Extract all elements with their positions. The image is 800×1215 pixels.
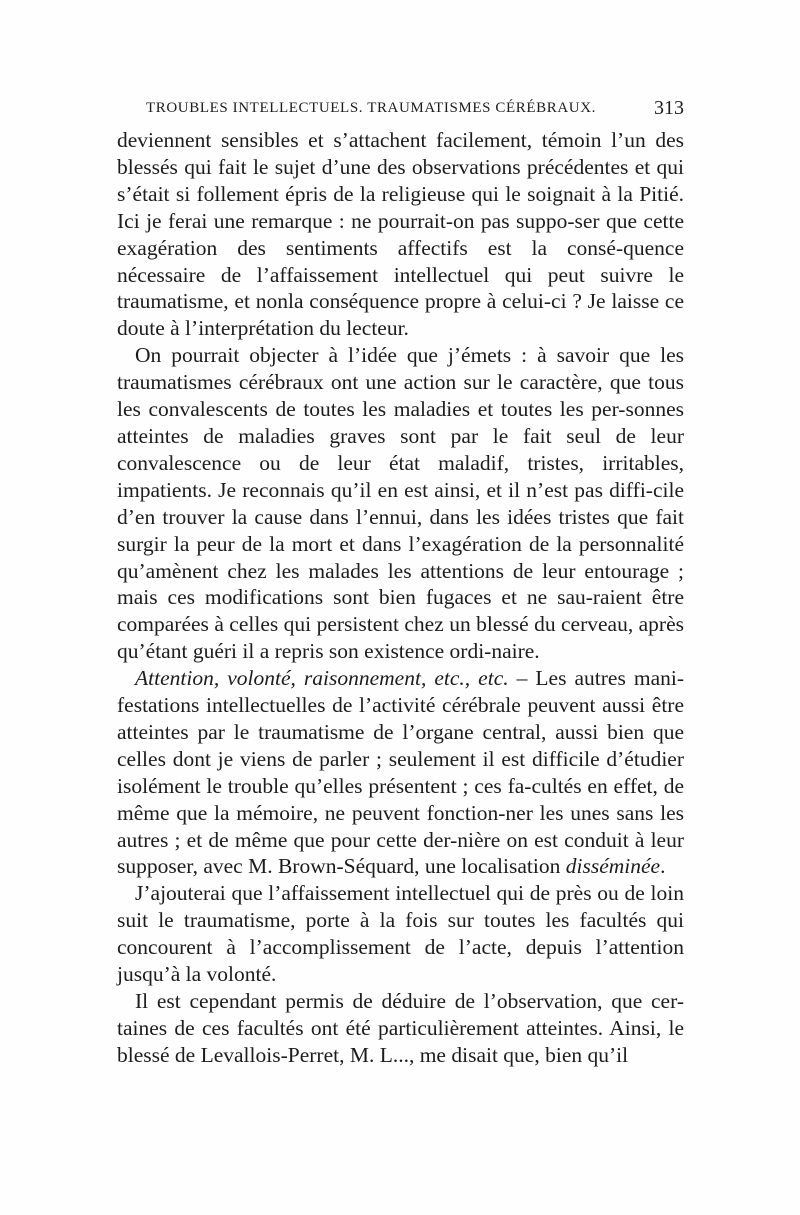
paragraph-2: [117, 342, 684, 665]
paragraph-5: [117, 988, 684, 1069]
paragraph-4-text: J’ajouterai que l’affaissement intellectuel qui de près ou de loin suit le traumatisme, porte à la fois sur toutes les facultés qui concourent à l’accomplissement de l’acte, depuis l’attention jusqu’à la volonté.: [117, 881, 684, 987]
paragraph-2-text: On pourrait objecter à l’idée que j’émets : à savoir que les traumatismes cérébraux ont une action sur le caractère, que tous les convalescents de toutes les maladies et toutes les per-sonnes atteintes de maladies graves sont par le fait seul de leur convalescence ou de leur état maladif, tristes, irritables, impatients. Je reconnais qu’il en est ainsi, et il n’est pas diffi-cile d’en trouver la cause dans l’ennui, dans les idées tristes que fait surgir la peur de la mort et dans l’exagération de la personnalité qu’amènent chez les malades les attentions de leur entourage ; mais ces modifications sont bien fugaces et ne sau-raient être comparées à celles qui persistent chez un blessé du cerveau, après qu’étant guéri il a repris son existence ordi-naire.: [117, 343, 684, 664]
paragraph-3-tail: .: [660, 854, 666, 879]
emphasis-dissem: disséminée: [565, 854, 661, 879]
page-number: 313: [654, 97, 684, 119]
body-text: [117, 127, 684, 1069]
paragraph-4: [117, 880, 684, 988]
paragraph-3: [117, 665, 684, 880]
paragraph-5-text: Il est cependant permis de déduire de l’observation, que cer-taines de ces facultés ont été particulièrement atteintes. Ainsi, le blessé de Levallois-Perret, M. L..., me disait que, bien qu’il: [117, 989, 684, 1067]
paragraph-1: [117, 127, 684, 342]
paragraph-1-text: deviennent sensibles et s’attachent facilement, témoin l’un des blessés qui fait le sujet d’une des observations précédentes et qui s’était si follement épris de la religieuse qui le soignait à la Pitié. Ici je ferai une remarque : ne pourrait-on pas suppo-ser que cette exagération des sentiments affectifs est la consé-quence nécessaire de l’affaissement intellectuel qui peut suivre le traumatisme, et nonla conséquence propre à celui-ci ? Je laisse ce doute à l’interprétation du lecteur.: [117, 128, 684, 341]
paragraph-3-text: – Les autres mani-festations intellectuelles de l’activité cérébrale peuvent aussi être atteintes par le traumatisme de l’organe central, aussi bien que celles dont je viens de parler ; seulement il est difficile d’étudier isolément le trouble qu’elles présentent ; ces fa-cultés en effet, de même que la mémoire, ne peuvent fonction-ner les unes sans les autres ; et de même que pour cette der-nière on est conduit à leur supposer, avec M. Brown-Séquard, une localisation: [117, 666, 685, 879]
running-head: [118, 96, 684, 120]
section-heading-italic: Attention, volonté, raisonnement, etc., etc.: [135, 666, 509, 691]
running-head-title: TROUBLES INTELLECTUELS. TRAUMATISMES CÉRÉBRAUX.: [146, 100, 597, 116]
